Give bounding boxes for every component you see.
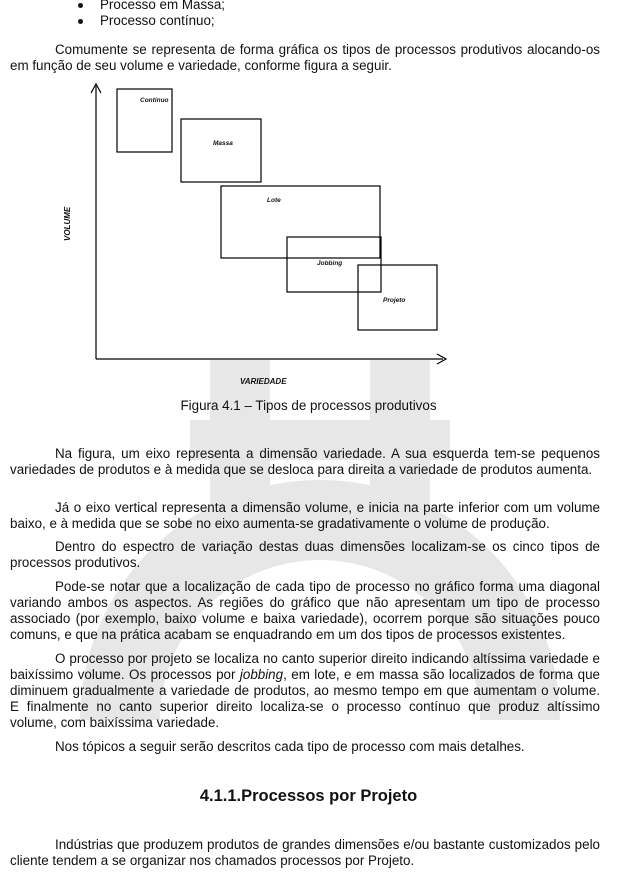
paragraph-4: Pode-se notar que a localização de cada tipo de processo no gráfico forma uma diagonal variando ambos os aspectos. As regiões do gráfico que não apresentam um tipo de processo associado (por exemplo, baixo volume e baixa variedade), ocorrem porque são situações pouco comuns, e que na prática acabam se enquadrando em um dos tipos de processos existentes. [10, 579, 600, 642]
jobbing-term: jobbing [239, 667, 284, 682]
figure-caption: Figura 4.1 – Tipos de processos produtivos [180, 398, 437, 413]
bullet-item: Processo contínuo; [72, 13, 225, 29]
bullet-list [72, 0, 225, 29]
process-types-figure [50, 76, 460, 396]
paragraph-5 [10, 651, 600, 731]
box-massa [181, 119, 261, 182]
paragraph-1: Na figura, um eixo representa a dimensão variedade. A sua esquerda tem-se pequenos variedades de produtos e à medida que se desloca para direita a variedade de produtos aumenta. [10, 446, 600, 477]
x-axis-label: VARIEDADE [240, 377, 287, 386]
paragraph-7: Indústrias que produzem produtos de grandes dimensões e/ou bastante customizados pelo cliente tendem a se organizar nos chamados processos por Projeto. [10, 837, 600, 868]
intro-paragraph: Comumente se representa de forma gráfica os tipos de processos produtivos alocando-os em função de seu volume e variedade, conforme figura a seguir. [10, 42, 600, 73]
box-label-projeto: Projeto [383, 297, 406, 304]
bullet-item: Processo em Massa; [72, 0, 225, 13]
section-heading: 4.1.1.Processos por Projeto [199, 787, 418, 805]
box-lote [221, 186, 380, 258]
box-label-massa: Massa [213, 140, 233, 147]
paragraph-3: Dentro do espectro de variação destas duas dimensões localizam-se os cinco tipos de processos produtivos. [10, 539, 600, 570]
paragraph-5-start: O processo por projeto se localiza no canto superior direito indicando altíssima variedade e baixíssimo volume. Os processos por [10, 651, 600, 682]
paragraph-2: Já o eixo vertical representa a dimensão volume, e inicia na parte inferior com um volume baixo, e à medida que se sobe no eixo aumenta-se gradativamente o volume de produção. [10, 500, 600, 531]
paragraph-6: Nos tópicos a seguir serão descritos cada tipo de processo com mais detalhes. [55, 739, 525, 754]
paragraph-5-end: , em lote, e em massa são localizados de forma que diminuem gradualmente a variedade de produtos, ao mesmo tempo em que aumentam o volume. E finalmente no canto superior direito localiza-se o processo contínuo que produz altíssimo volume, com baixíssima variedade. [10, 667, 600, 730]
box-label-lote: Lote [267, 197, 281, 204]
box-label-jobbing: Jobbing [317, 260, 343, 267]
y-axis-label: VOLUME [63, 206, 72, 241]
box-label-continuo: Contínuo [140, 97, 169, 104]
